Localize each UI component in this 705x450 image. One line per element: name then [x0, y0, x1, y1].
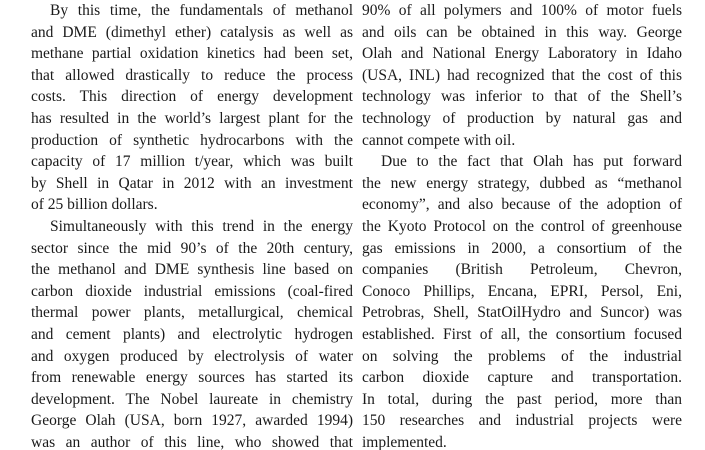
text-line: In total, during the past period, more than [362, 390, 682, 408]
text-line: from renewable energy sources has started its [31, 369, 353, 387]
text-line: methane partial oxidation kinetics had been set, [31, 45, 353, 63]
text-line: Conoco Phillips, Encana, EPRI, Persol, Eni, [362, 282, 682, 300]
text-line: gas emissions in 2000, a consortium of the [362, 239, 682, 257]
text-line: technology was inferior to that of the Shell’s [362, 88, 682, 106]
text-line: and oils can be obtained in this way. George [362, 23, 682, 41]
left-text-column [31, 0, 353, 450]
text-line: that allowed drastically to reduce the process [31, 66, 353, 84]
text-line: carbon dioxide industrial emissions (coal-fired [31, 282, 353, 300]
text-line: Olah and National Energy Laboratory in Idaho [362, 45, 682, 63]
text-line: Due to the fact that Olah has put forward [381, 153, 682, 171]
text-line: was an author of this line, who showed that [31, 433, 353, 450]
text-line: implemented. [362, 433, 447, 450]
text-line: and cement plants) and electrolytic hydrogen [31, 325, 353, 343]
text-line: carbon dioxide capture and transportation. [362, 369, 682, 387]
text-line: Simultaneously with this trend in the energy [50, 217, 353, 235]
text-line: cannot compete with oil. [362, 131, 516, 149]
text-line: economy”, and also because of the adoption of [362, 196, 682, 214]
text-line: 90% of all polymers and 100% of motor fuels [362, 2, 682, 19]
text-line: production of synthetic hydrocarbons with the [31, 131, 353, 149]
text-line: capacity of 17 million t/year, which was built [31, 153, 353, 171]
text-line: of 25 billion dollars. [31, 196, 158, 214]
text-line: and DME (dimethyl ether) catalysis as well as [31, 23, 353, 41]
text-line: companies (British Petroleum, Chevron, [362, 261, 682, 279]
text-line: technology of production by natural gas and [362, 109, 682, 127]
text-line: has resulted in the world’s largest plant for the [31, 109, 353, 127]
text-line: the methanol and DME synthesis line based on [31, 261, 353, 279]
text-line: the new energy strategy, dubbed as “methanol [362, 174, 682, 192]
right-text-column [362, 0, 682, 450]
text-line: George Olah (USA, born 1927, awarded 1994) [31, 412, 353, 430]
text-line: (USA, INL) had recognized that the cost of this [362, 66, 682, 84]
text-line: Petrobras, Shell, StatOilHydro and Suncor) was [362, 304, 682, 322]
text-line: and oxygen produced by electrolysis of water [31, 347, 353, 365]
text-line: on solving the problems of the industrial [362, 347, 682, 365]
text-line: development. The Nobel laureate in chemistry [31, 390, 353, 408]
text-line: By this time, the fundamentals of methanol [50, 2, 353, 19]
text-line: sector since the mid 90’s of the 20th century, [31, 239, 353, 257]
text-line: the Kyoto Protocol on the control of greenhouse [362, 217, 682, 235]
text-line: 150 researches and industrial projects were [362, 412, 682, 430]
text-line: by Shell in Qatar in 2012 with an investment [31, 174, 353, 192]
text-line: established. First of all, the consortium focused [362, 325, 682, 343]
text-line: costs. This direction of energy development [31, 88, 353, 106]
text-line: thermal power plants, metallurgical, chemical [31, 304, 353, 322]
